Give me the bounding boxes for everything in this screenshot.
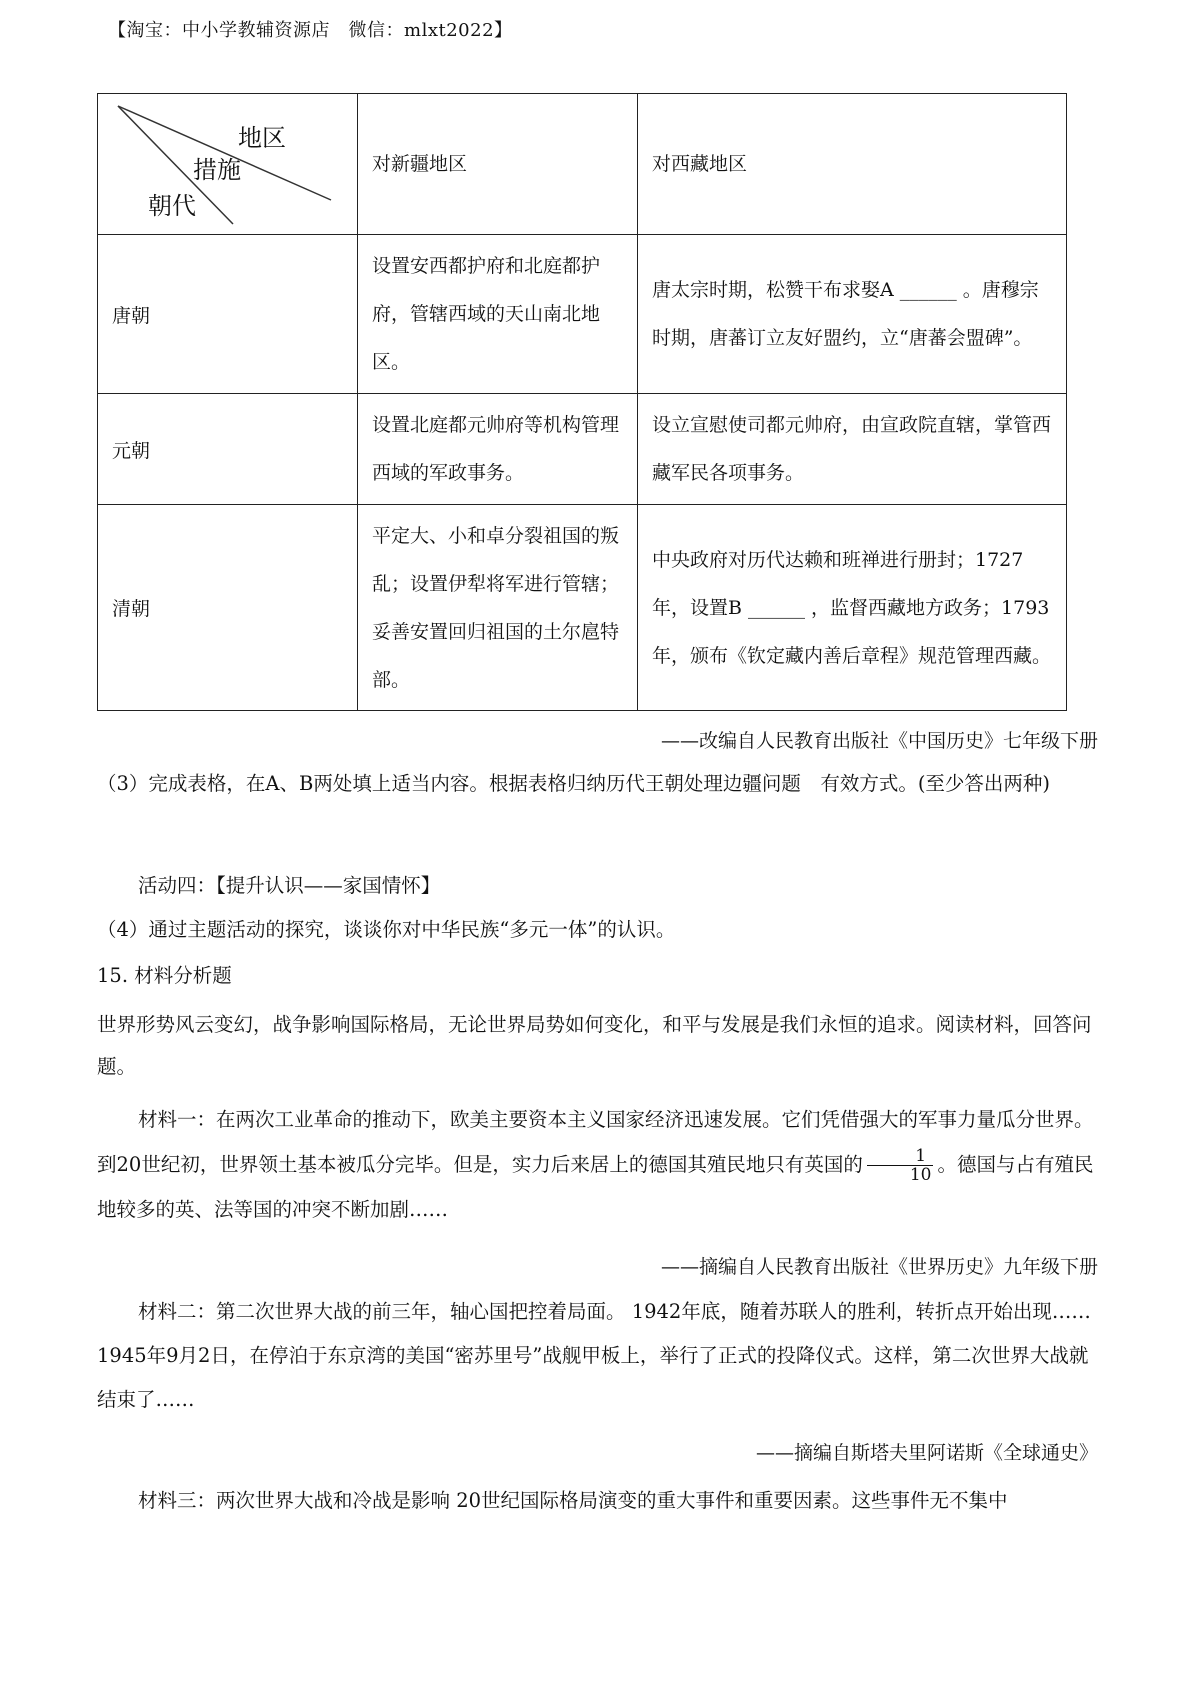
material-2: 材料二：第二次世界大战的前三年，轴心国把控着局面。 1942年底，随着苏联人的胜利，转折点开始出现……1945年9月2日，在停泊于东京湾的美国“密苏里号”战舰甲板上，举行了正式的投降仪式。这样，第二次世界大战就结束了…… (97, 1300, 1091, 1411)
dynasty-cell: 清朝 (98, 505, 358, 711)
xinjiang-cell: 设置北庭都元帅府等机构管理西域的军政事务。 (358, 394, 638, 505)
material-1-text-end: 。德国与占有殖民地较多的英、法等国的冲突不断加剧…… (97, 1153, 1094, 1221)
xinjiang-cell: 设置安西都护府和北庭都护府，管辖西域的天山南北地区。 (358, 235, 638, 394)
table-row (98, 235, 1067, 394)
fraction-one-tenth (867, 1147, 934, 1184)
corner-measure-label: 措施 (193, 156, 241, 184)
dynasty-cell: 唐朝 (98, 235, 358, 394)
corner-cell (98, 94, 358, 235)
corner-dynasty-label: 朝代 (148, 192, 196, 220)
tibet-cell: 唐太宗时期，松赞干布求娶A ______ 。唐穆宗时期，唐蕃订立友好盟约，立“唐蕃会盟碑”。 (638, 235, 1067, 394)
tibet-cell: 设立宣慰使司都元帅府，由宣政院直辖，掌管西藏军民各项事务。 (638, 394, 1067, 505)
question-3: （3）完成表格，在A、B两处填上适当内容。根据表格归纳历代王朝处理边疆问题 有效方式。(至少答出两种) (97, 772, 1051, 795)
frontier-measures-table (97, 93, 1067, 711)
corner-region-label: 地区 (238, 124, 286, 152)
fraction-numerator: 1 (867, 1147, 934, 1166)
material-1-text: 材料一：在两次工业革命的推动下，欧美主要资本主义国家经济迅速发展。它们凭借强大的军事力量瓜分世界。到20世纪初，世界领土基本被瓜分完毕。但是，实力后来居上的德国其殖民地只有英国的 (97, 1108, 1094, 1176)
source-citation-1: ——改编自人民教育出版社《中国历史》七年级下册 (660, 730, 1098, 752)
question-15-title: 15. 材料分析题 (97, 964, 232, 987)
table-row (98, 505, 1067, 711)
source-citation-2: ——摘编自人民教育出版社《世界历史》九年级下册 (660, 1256, 1098, 1278)
tibet-cell: 中央政府对历代达赖和班禅进行册封；1727年，设置B ______ ，监督西藏地方政务；1793年，颁布《钦定藏内善后章程》规范管理西藏。 (638, 505, 1067, 711)
fraction-denominator: 10 (909, 1165, 932, 1185)
table-header-row (98, 94, 1067, 235)
material-3: 材料三：两次世界大战和冷战是影响 20世纪国际格局演变的重大事件和重要因素。这些事件无不集中 (138, 1489, 1008, 1512)
header-xinjiang: 对新疆地区 (358, 94, 638, 235)
table-row (98, 394, 1067, 505)
question-4: （4）通过主题活动的探究，谈谈你对中华民族“多元一体”的认识。 (97, 918, 676, 941)
header-tibet: 对西藏地区 (638, 94, 1067, 235)
question-15-intro: 世界形势风云变幻，战争影响国际格局，无论世界局势如何变化，和平与发展是我们永恒的追求。阅读材料，回答问题。 (97, 1013, 1092, 1078)
header-note: 【淘宝：中小学教辅资源店 微信：mlxt2022】 (108, 20, 513, 41)
xinjiang-cell: 平定大、小和卓分裂祖国的叛乱；设置伊犁将军进行管辖；妥善安置回归祖国的土尔扈特部。 (358, 505, 638, 711)
activity-4-heading: 活动四：【提升认识——家国情怀】 (138, 874, 441, 897)
dynasty-cell: 元朝 (98, 394, 358, 505)
material-1 (97, 1097, 1103, 1232)
source-citation-3: ——摘编自斯塔夫里阿诺斯《全球通史》 (755, 1442, 1098, 1464)
